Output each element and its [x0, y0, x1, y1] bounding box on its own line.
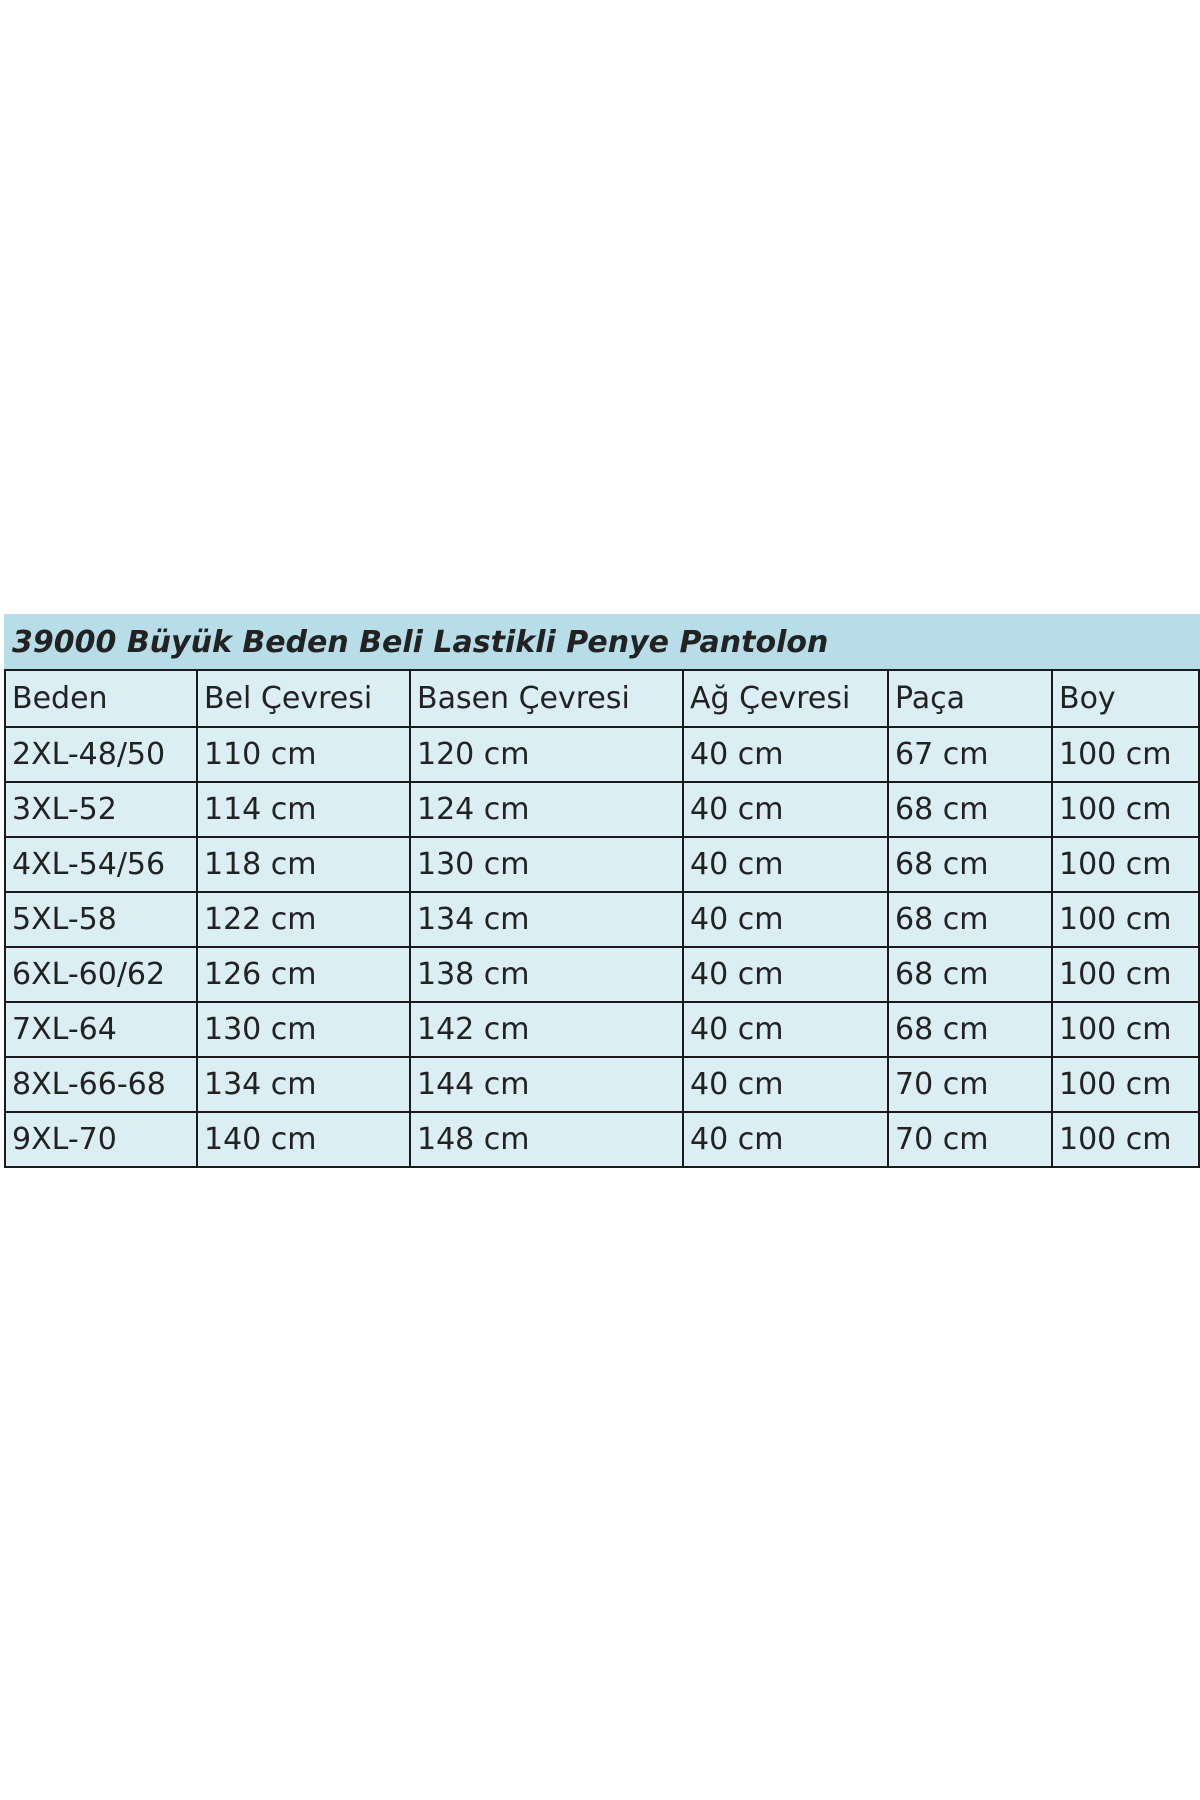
cell-waist: 110 cm [197, 727, 410, 782]
cell-hip: 130 cm [410, 837, 683, 892]
size-chart [4, 614, 1198, 1168]
cell-waist: 126 cm [197, 947, 410, 1002]
table-row [5, 837, 1199, 892]
cell-hip: 148 cm [410, 1112, 683, 1167]
cell-crotch: 40 cm [683, 1057, 888, 1112]
cell-length: 100 cm [1052, 1112, 1199, 1167]
cell-hem: 70 cm [888, 1057, 1052, 1112]
header-basen-cevresi: Basen Çevresi [410, 670, 683, 727]
cell-crotch: 40 cm [683, 727, 888, 782]
cell-waist: 134 cm [197, 1057, 410, 1112]
table-row [5, 1002, 1199, 1057]
cell-waist: 118 cm [197, 837, 410, 892]
cell-crotch: 40 cm [683, 782, 888, 837]
cell-size: 9XL-70 [5, 1112, 197, 1167]
cell-size: 5XL-58 [5, 892, 197, 947]
header-bel-cevresi: Bel Çevresi [197, 670, 410, 727]
cell-waist: 122 cm [197, 892, 410, 947]
cell-hip: 120 cm [410, 727, 683, 782]
cell-hem: 68 cm [888, 837, 1052, 892]
cell-hip: 134 cm [410, 892, 683, 947]
cell-crotch: 40 cm [683, 892, 888, 947]
cell-length: 100 cm [1052, 1002, 1199, 1057]
cell-hip: 138 cm [410, 947, 683, 1002]
table-row [5, 947, 1199, 1002]
cell-length: 100 cm [1052, 782, 1199, 837]
cell-crotch: 40 cm [683, 1002, 888, 1057]
cell-size: 7XL-64 [5, 1002, 197, 1057]
cell-waist: 114 cm [197, 782, 410, 837]
cell-crotch: 40 cm [683, 1112, 888, 1167]
table-row [5, 892, 1199, 947]
table-title-row [5, 615, 1199, 670]
cell-length: 100 cm [1052, 892, 1199, 947]
cell-hip: 144 cm [410, 1057, 683, 1112]
cell-length: 100 cm [1052, 1057, 1199, 1112]
table-title: 39000 Büyük Beden Beli Lastikli Penye Pantolon [5, 615, 1199, 670]
header-paca: Paça [888, 670, 1052, 727]
table-row [5, 727, 1199, 782]
cell-hip: 142 cm [410, 1002, 683, 1057]
cell-size: 4XL-54/56 [5, 837, 197, 892]
cell-hip: 124 cm [410, 782, 683, 837]
table-header-row [5, 670, 1199, 727]
table-row [5, 1057, 1199, 1112]
cell-size: 3XL-52 [5, 782, 197, 837]
cell-length: 100 cm [1052, 837, 1199, 892]
table-row [5, 1112, 1199, 1167]
header-boy: Boy [1052, 670, 1199, 727]
cell-size: 2XL-48/50 [5, 727, 197, 782]
cell-hem: 68 cm [888, 782, 1052, 837]
cell-size: 8XL-66-68 [5, 1057, 197, 1112]
size-table [4, 614, 1200, 1168]
table-row [5, 782, 1199, 837]
cell-crotch: 40 cm [683, 837, 888, 892]
cell-hem: 68 cm [888, 1002, 1052, 1057]
header-beden: Beden [5, 670, 197, 727]
header-ag-cevresi: Ağ Çevresi [683, 670, 888, 727]
cell-waist: 130 cm [197, 1002, 410, 1057]
cell-hem: 68 cm [888, 892, 1052, 947]
cell-hem: 68 cm [888, 947, 1052, 1002]
cell-crotch: 40 cm [683, 947, 888, 1002]
cell-length: 100 cm [1052, 947, 1199, 1002]
cell-length: 100 cm [1052, 727, 1199, 782]
cell-hem: 67 cm [888, 727, 1052, 782]
cell-waist: 140 cm [197, 1112, 410, 1167]
cell-size: 6XL-60/62 [5, 947, 197, 1002]
cell-hem: 70 cm [888, 1112, 1052, 1167]
